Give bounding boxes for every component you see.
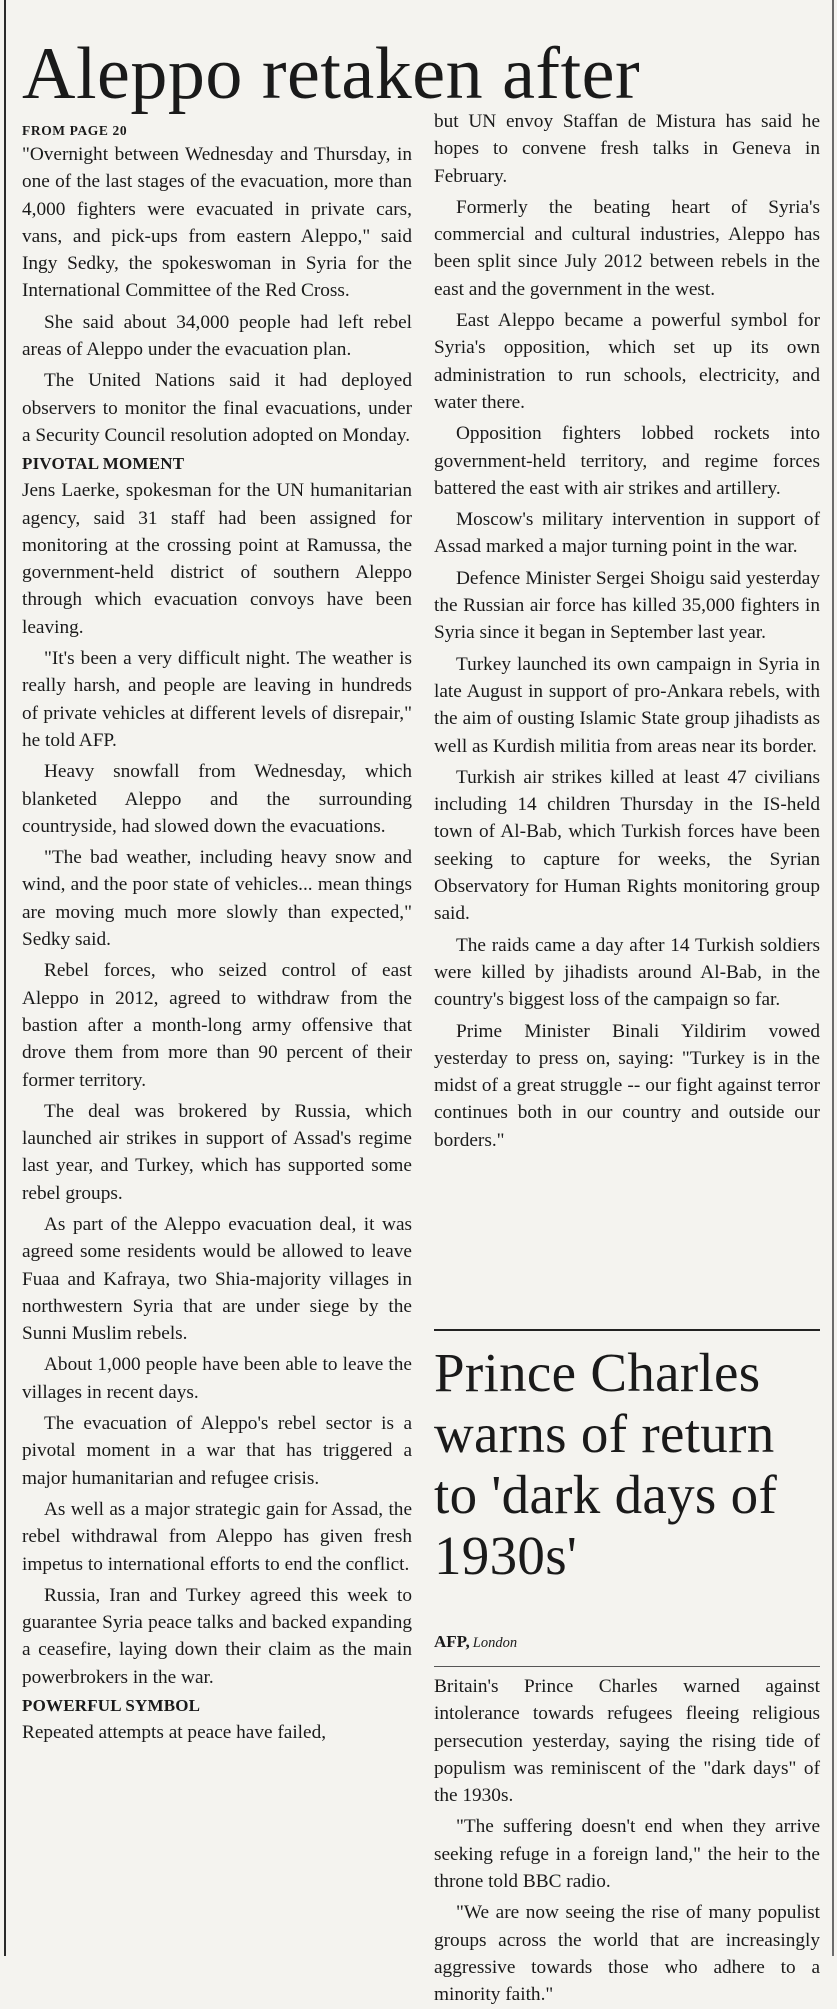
article-paragraph: Formerly the beating heart of Syria's commercial and cultural industries, Aleppo has been split since July 2012 between rebels in the east and the government in the west. [434,196,820,300]
article-left-column [22,122,412,1746]
story-divider [434,1329,820,1331]
main-headline: Aleppo retaken after [22,33,641,115]
second-story-body [434,1673,820,2009]
article-paragraph: Turkish air strikes killed at least 47 civilians including 14 children Thursday in the IS-held town of Al-Bab, which Turkish forces have been seeking to capture for weeks, the Syrian Observatory for Human Rights monitoring group said. [434,766,820,925]
article-paragraph: Defence Minister Sergei Shoigu said yesterday the Russian air force has killed 35,000 fighters in Syria since it began in September last year. [434,567,820,644]
byline [434,1632,517,1653]
second-story-headline: Prince Charles warns of return to 'dark days of 1930s' [434,1342,778,1586]
article-paragraph: As part of the Aleppo evacuation deal, it was agreed some residents would be allowed to leave Fuaa and Kafraya, two Shia-majority villages in northwestern Syria that are under siege by the Sunni Muslim rebels. [22,1213,412,1345]
article-paragraph: "It's been a very difficult night. The weather is really harsh, and people are leaving in hundreds of private vehicles at different levels of disrepair," he told AFP. [22,648,412,751]
byline-location: London [472,1635,518,1651]
article-right-column [434,108,820,1154]
article-paragraph: "Overnight between Wednesday and Thursday, in one of the last stages of the evacuation, more than 4,000 fighters were evacuated in private cars, vans, and pick-ups from eastern Aleppo," said Ingy Sedky, the spokeswoman in Syria for the International Committee of the Red Cross. [22,144,412,302]
article-paragraph: She said about 34,000 people had left rebel areas of Aleppo under the evacuation plan. [22,311,412,361]
article-paragraph: Britain's Prince Charles warned against intolerance towards refugees fleeing religious persecution yesterday, saying the rising tide of populism was reminiscent of the "dark days" of the 1930s. [434,1676,820,1807]
article-paragraph: "The bad weather, including heavy snow and wind, and the poor state of vehicles... mean things are moving much more slowly than expected," Sedky said. [22,847,412,951]
article-paragraph: The evacuation of Aleppo's rebel sector is a pivotal moment in a war that has triggered a major humanitarian and refugee crisis. [22,1413,412,1489]
article-paragraph: As well as a major strategic gain for Assad, the rebel withdrawal from Aleppo has given fresh impetus to international efforts to end the conflict. [22,1498,412,1575]
article-paragraph: Opposition fighters lobbed rockets into government-held territory, and regime forces battered the east with air strikes and artillery. [434,423,820,499]
page-border-left [4,0,6,1956]
section-subhead: PIVOTAL MOMENT [22,454,185,474]
article-paragraph: The United Nations said it had deployed observers to monitor the final evacuations, under a Security Council resolution adopted on Monday. [22,370,412,446]
article-paragraph: The deal was brokered by Russia, which launched air strikes in support of Assad's regime last year, and Turkey, which has supported some rebel groups. [22,1100,412,1204]
article-paragraph: Turkey launched its own campaign in Syria in late August in support of pro-Ankara rebels, with the aim of ousting Islamic State group jihadists as well as Kurdish militia from areas near its border. [434,653,820,757]
article-paragraph: About 1,000 people have been able to leave the villages in recent days. [22,1354,412,1403]
article-paragraph: Heavy snowfall from Wednesday, which blanketed Aleppo and the surrounding countryside, had slowed down the evacuations. [22,761,412,837]
byline-divider [434,1666,820,1667]
article-paragraph: but UN envoy Staffan de Mistura has said he hopes to convene fresh talks in Geneva in February. [434,111,820,187]
article-paragraph: Prime Minister Binali Yildirim vowed yesterday to press on, saying: "Turkey is in the midst of a great struggle -- our fight against terror continues both in our country and outside our borders." [434,1020,820,1151]
article-paragraph: East Aleppo became a powerful symbol for Syria's opposition, which set up its own administration to run schools, electricity, and water there. [434,310,820,413]
left-column-body [22,141,412,1746]
section-subhead: POWERFUL SYMBOL [22,1696,201,1716]
article-paragraph: "We are now seeing the rise of many populist groups across the world that are increasingly aggressive towards those who adhere to a minority faith." [434,1902,820,2006]
article-paragraph: Rebel forces, who seized control of east Aleppo in 2012, agreed to withdraw from the bastion after a month-long army offensive that drove them from more than 90 percent of their former territory. [22,960,412,1091]
article-paragraph: Repeated attempts at peace have failed, [22,1722,327,1744]
byline-agency: AFP, [434,1632,470,1651]
article-paragraph: Russia, Iran and Turkey agreed this week to guarantee Syria peace talks and backed expanding a ceasefire, laying down their claim as the main powerbrokers in the war. [22,1584,412,1688]
article-paragraph: The raids came a day after 14 Turkish soldiers were killed by jihadists around Al-Bab, in the country's biggest loss of the campaign so far. [434,934,820,1011]
article-paragraph: Moscow's military intervention in support of Assad marked a major turning point in the war. [434,509,820,558]
article-paragraph: "The suffering doesn't end when they arrive seeking refuge in a foreign land," the heir to the throne told BBC radio. [434,1816,820,1893]
page-border-right [832,0,834,1956]
article-paragraph: Jens Laerke, spokesman for the UN humanitarian agency, said 31 staff had been assigned for monitoring at the crossing point at Ramussa, the government-held district of southern Aleppo through which evacuation convoys have been leaving. [22,480,412,638]
from-page-label: FROM PAGE 20 [22,123,128,138]
